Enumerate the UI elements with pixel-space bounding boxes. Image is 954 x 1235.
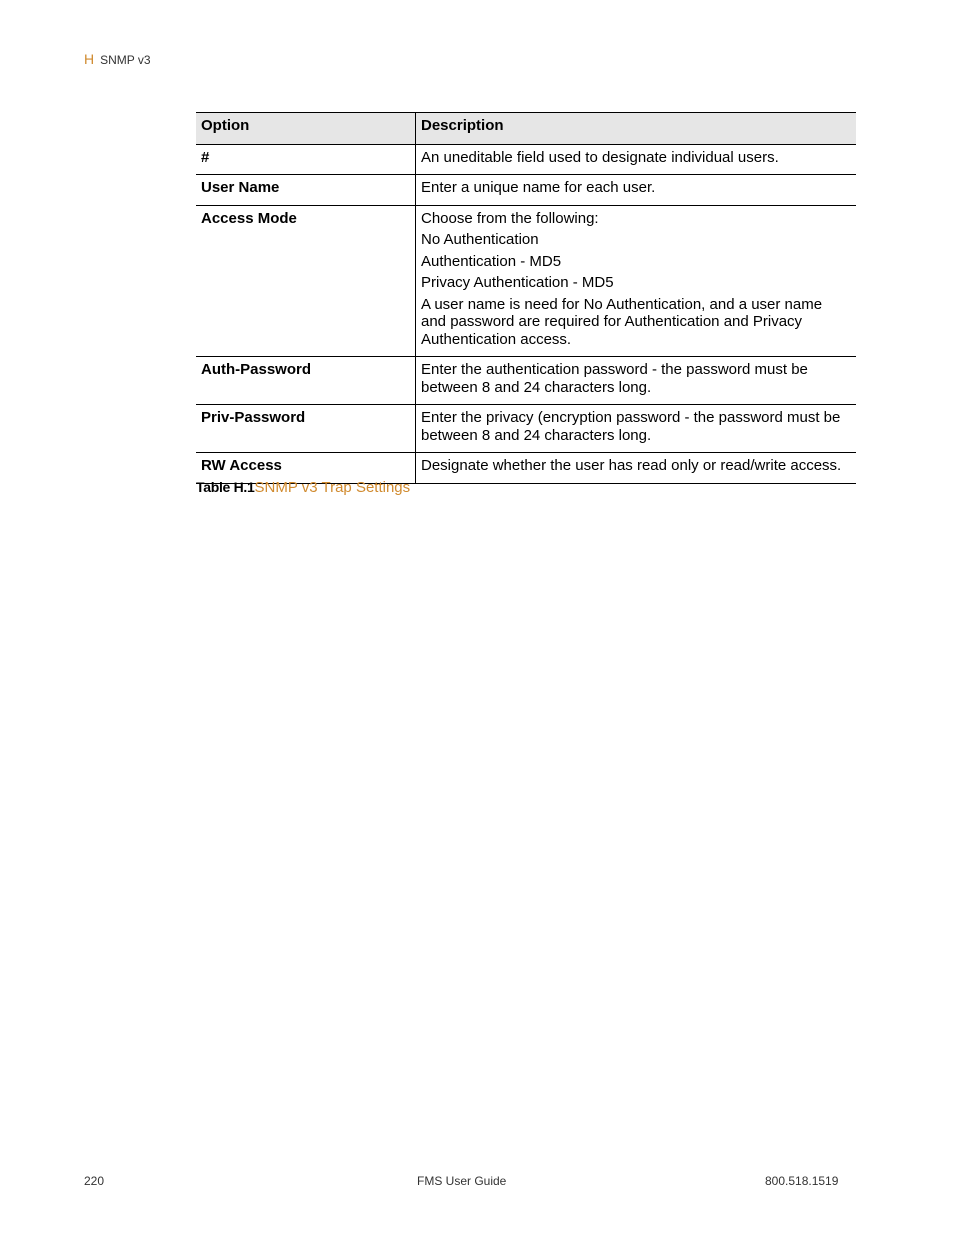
option-cell: Auth-Password bbox=[196, 357, 416, 405]
table-row bbox=[196, 357, 856, 405]
column-header-description: Description bbox=[416, 113, 857, 145]
description-text: Enter the authentication password - the password must be between 8 and 24 characters long. bbox=[421, 361, 808, 396]
page-number: 220 bbox=[84, 1174, 105, 1188]
table-header-row bbox=[196, 113, 856, 145]
description-text: Designate whether the user has read only or read/write access. bbox=[421, 457, 842, 474]
table-row bbox=[196, 205, 856, 357]
description-text: Privacy Authentication - MD5 bbox=[421, 274, 614, 291]
description-text: Enter the privacy (encryption password - the password must be between 8 and 24 characters long. bbox=[421, 409, 841, 444]
appendix-letter: H bbox=[84, 51, 95, 67]
table-caption bbox=[196, 479, 410, 496]
description-text: An uneditable field used to designate individual users. bbox=[421, 148, 779, 166]
settings-table-container bbox=[196, 112, 856, 484]
table-row bbox=[196, 175, 856, 206]
settings-table bbox=[196, 112, 856, 484]
description-text: Authentication - MD5 bbox=[421, 252, 562, 270]
option-cell: Priv-Password bbox=[196, 405, 416, 453]
phone-number: 800.518.1519 bbox=[765, 1174, 839, 1188]
running-header bbox=[84, 51, 151, 67]
description-cell bbox=[416, 175, 857, 206]
option-cell: RW Access bbox=[196, 453, 416, 484]
guide-title: FMS User Guide bbox=[417, 1174, 507, 1188]
description-cell bbox=[416, 144, 857, 175]
option-cell: Access Mode bbox=[196, 205, 416, 357]
table-row bbox=[196, 144, 856, 175]
section-title: SNMP v3 bbox=[100, 53, 151, 67]
description-text: A user name is need for No Authentication, and a user name and password are required for Authentication and Privacy Authentication access. bbox=[421, 295, 823, 348]
description-cell bbox=[416, 453, 857, 484]
column-header-option: Option bbox=[196, 113, 416, 145]
table-row bbox=[196, 405, 856, 453]
option-cell: # bbox=[196, 144, 416, 175]
option-cell: User Name bbox=[196, 175, 416, 206]
caption-label: Table H.1 bbox=[196, 479, 255, 495]
description-text: Choose from the following: bbox=[421, 209, 599, 227]
description-text: Enter a unique name for each user. bbox=[421, 179, 656, 196]
description-text: No Authentication bbox=[421, 231, 539, 248]
description-cell bbox=[416, 405, 857, 453]
description-cell bbox=[416, 205, 857, 357]
description-cell bbox=[416, 357, 857, 405]
caption-title-link[interactable]: SNMP v3 Trap Settings bbox=[254, 479, 411, 496]
